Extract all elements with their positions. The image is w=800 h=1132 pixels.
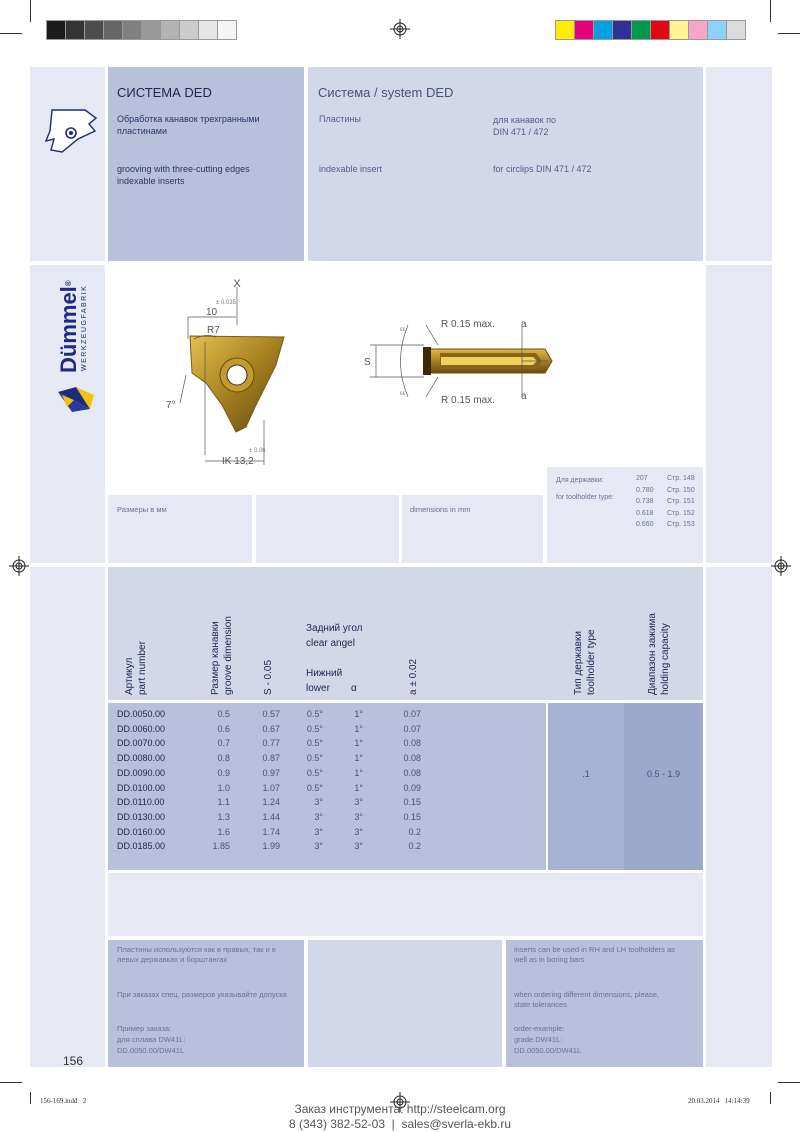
holder-type: 0.618 (636, 509, 654, 517)
dim-ik: IK 13,2 (222, 456, 254, 467)
color-swatch (218, 21, 236, 39)
print-file: 156-169.indd 2 (40, 1097, 87, 1105)
description-en: grooving with three-cutting edges indexable inserts (117, 164, 250, 186)
cell-a: 0.08 (403, 753, 421, 764)
color-swatch (651, 21, 669, 39)
holder-label-ru: Для державки: (556, 477, 604, 484)
page-left-strip (30, 567, 105, 1067)
color-swatch (727, 21, 745, 39)
cell-a: 0.2 (408, 841, 421, 852)
color-swatch (556, 21, 574, 39)
eps-top: εε (400, 327, 406, 333)
for-grooves-ru: для канавок по (493, 115, 556, 125)
holder-entry (636, 498, 706, 505)
icon-panel (30, 67, 105, 261)
dim-a-bot: a (521, 391, 527, 402)
header-clear-en: clear angel (306, 638, 355, 649)
cell-s: 0.97 (262, 767, 280, 778)
page-number: 156 (63, 1054, 84, 1068)
color-swatch (199, 21, 217, 39)
cell-groove: 1.6 (217, 826, 230, 837)
cell-groove: 1.85 (212, 841, 230, 852)
cell-a: 0.15 (403, 797, 421, 808)
header-a: a ± 0.02 (408, 658, 419, 695)
notes-ru-panel (108, 940, 304, 1067)
cell-lower: 0.5° (306, 782, 323, 793)
cell-part: DD.0070.00 (117, 738, 166, 749)
notes-empty-panel (308, 940, 502, 1067)
dim-s: S (364, 357, 371, 368)
cell-alpha: 1° (354, 753, 363, 764)
holder-page: Стр. 153 (667, 521, 695, 528)
insert-drawing (108, 265, 703, 495)
note-en-3b: grade DW41L: (514, 1035, 563, 1044)
cell-a: 0.07 (403, 723, 421, 734)
triangle-insert-icon (30, 67, 105, 261)
color-swatch (142, 21, 160, 39)
cell-groove: 1.0 (217, 782, 230, 793)
dim-10: 10 (206, 307, 218, 318)
cell-a: 0.07 (403, 709, 421, 719)
system-info-panel (308, 67, 703, 261)
holder-page: Стр. 148 (667, 475, 695, 482)
note-ru-1: Пластины используются как в правых, так и в левых державках и борштангах (117, 945, 276, 964)
holder-entry (636, 510, 706, 517)
notes-en-panel (506, 940, 703, 1067)
holder-page: Стр. 152 (667, 509, 695, 517)
print-date: 20.03.2014 14:14:39 (688, 1097, 750, 1105)
dim-tol-10: ± 0.035 (216, 300, 236, 306)
note-en-3c: DD.0050.00/DW41L (514, 1046, 582, 1055)
color-swatch (689, 21, 707, 39)
note-ru-2: При заказах спец. размеров указывайте допуска (117, 990, 287, 999)
cell-groove: 0.8 (217, 753, 230, 764)
note-en-1: inserts can be used in RH and LH toolholders as well as in boring bars (514, 945, 675, 964)
cell-alpha: 3° (354, 797, 363, 808)
holder-type: 0.780 (636, 486, 654, 494)
cell-s: 0.57 (262, 709, 280, 719)
cell-part: DD.0080.00 (117, 753, 166, 764)
header-range-ru: Диапазон зажима (647, 613, 658, 695)
cell-groove: 0.6 (217, 723, 230, 734)
cell-lower: 0.5° (306, 738, 323, 749)
brand-sub: WERKZEUGFABRIK (81, 284, 88, 371)
color-swatch (104, 21, 122, 39)
header-groove-en: groove dimension (223, 616, 234, 695)
holder-type: 0.660 (636, 521, 654, 528)
header-article-ru: Артикул (124, 657, 135, 695)
cell-s: 1.44 (262, 811, 280, 822)
cell-a: 0.08 (403, 738, 421, 749)
header-alpha: α (351, 683, 357, 694)
cell-a: 0.15 (403, 811, 421, 822)
note-ru-3a: Пример заказа: (117, 1024, 172, 1033)
header-holder-en: toolholder type (586, 629, 597, 695)
cell-lower: 0.5° (306, 709, 323, 719)
cell-alpha: 1° (354, 723, 363, 734)
plates-ru: Пластины (319, 114, 361, 124)
cell-lower: 0.5° (306, 753, 323, 764)
dims-en: dimensions in mm (410, 505, 471, 514)
system-subtitle: Система / system DED (318, 85, 454, 100)
cell-part: DD.0050.00 (117, 709, 166, 719)
radius-bot: R 0.15 max. (441, 395, 495, 406)
cell-alpha: 3° (354, 811, 363, 822)
holder-value: .1 (582, 769, 590, 779)
color-swatch (85, 21, 103, 39)
cell-part: DD.0160.00 (117, 826, 166, 837)
cell-lower: 3° (314, 811, 323, 822)
color-swatch (66, 21, 84, 39)
cell-groove: 1.3 (217, 811, 230, 822)
cell-groove: 0.9 (217, 767, 230, 778)
header-lower-en: lower (306, 683, 330, 694)
right-strip-mid (706, 265, 772, 563)
cell-part: DD.0100.00 (117, 782, 166, 793)
right-strip-bottom (706, 567, 772, 1067)
description-ru: Обработка канавок трехгранными пластинами (117, 114, 260, 136)
note-en-2: when ordering different dimensions, please, state tolerances (514, 990, 659, 1009)
cell-alpha: 1° (354, 709, 363, 719)
note-en-3a: order-example: (514, 1024, 565, 1033)
cell-a: 0.2 (408, 826, 421, 837)
color-swatch (594, 21, 612, 39)
brand-logo-icon (56, 385, 96, 415)
system-title-panel (108, 67, 304, 261)
din-ru: DIN 471 / 472 (493, 127, 549, 137)
cell-lower: 3° (314, 826, 323, 837)
header-range-en: holding capacity (660, 623, 671, 695)
dim-angle-7: 7° (166, 400, 176, 411)
cell-s: 1.24 (262, 797, 280, 808)
holder-label-en: for toolholder type: (556, 494, 614, 501)
dims-en-panel (402, 495, 543, 563)
holder-entry (636, 521, 706, 528)
holder-entry (636, 487, 706, 494)
cell-part: DD.0110.00 (117, 797, 165, 808)
holder-page: Стр. 151 (667, 498, 695, 505)
holder-type: 207 (636, 475, 648, 482)
header-lower-ru: Нижний (306, 668, 343, 679)
header-article-en: part number (137, 641, 148, 695)
color-swatch (670, 21, 688, 39)
dims-ru: Размеры в мм (117, 505, 167, 514)
note-ru-3c: DD.0050.00/DW41L (117, 1046, 185, 1055)
cell-s: 1.07 (262, 782, 280, 793)
cell-part: DD.0130.00 (117, 811, 166, 822)
header-holder-ru: Тип державки (573, 631, 584, 695)
brand-name: Dümmel® (56, 280, 81, 373)
color-swatch (161, 21, 179, 39)
holder-type: 0.738 (636, 498, 654, 505)
color-swatch (632, 21, 650, 39)
cell-s: 0.67 (262, 723, 280, 734)
header-s: S - 0.05 (263, 659, 274, 695)
color-swatch (123, 21, 141, 39)
color-swatch (575, 21, 593, 39)
header-groove-ru: Размер канавки (210, 621, 221, 695)
holder-page: Стр. 150 (667, 486, 695, 494)
cell-alpha: 3° (354, 826, 363, 837)
color-swatch (613, 21, 631, 39)
cell-a: 0.08 (403, 767, 421, 778)
cell-alpha: 1° (354, 767, 363, 778)
holder-column (548, 703, 624, 870)
color-swatch (180, 21, 198, 39)
cell-lower: 0.5° (306, 723, 323, 734)
cell-groove: 0.7 (217, 738, 230, 749)
footer-order-link[interactable]: Заказ инструмента: http://steelcam.org (294, 1102, 506, 1116)
cell-part: DD.0060.00 (117, 723, 166, 734)
cell-part: DD.0090.00 (117, 767, 166, 778)
dim-a-top: a (521, 319, 527, 330)
dim-tol-ik: ± 0.06 (249, 448, 266, 454)
brand-panel (30, 265, 105, 563)
cell-lower: 0.5° (306, 767, 323, 778)
for-grooves-en: for circlips DIN 471 / 472 (493, 164, 592, 174)
holder-panel (547, 467, 703, 563)
dim-x: X (233, 278, 241, 290)
cell-a: 0.09 (403, 782, 421, 793)
dims-empty-panel (256, 495, 399, 563)
radius-top: R 0.15 max. (441, 319, 495, 330)
cell-s: 1.99 (262, 841, 280, 852)
cell-lower: 3° (314, 841, 323, 852)
eps-bot: εε (400, 391, 406, 397)
cell-groove: 1.1 (217, 797, 230, 808)
cell-alpha: 3° (354, 841, 363, 852)
holder-entry (636, 475, 706, 482)
color-swatch (47, 21, 65, 39)
table-header (108, 567, 703, 700)
cell-s: 0.77 (262, 738, 280, 749)
note-ru-3b: для сплава DW41L: (117, 1035, 186, 1044)
plates-en: indexable insert (319, 164, 383, 174)
color-swatch (708, 21, 726, 39)
cell-part: DD.0185.00 (117, 841, 166, 852)
cell-alpha: 1° (354, 782, 363, 793)
right-strip-top (706, 67, 772, 261)
range-column (624, 703, 703, 870)
cell-alpha: 1° (354, 738, 363, 749)
cell-s: 1.74 (262, 826, 280, 837)
spacer-panel (108, 873, 703, 936)
cell-lower: 3° (314, 797, 323, 808)
range-value: 0.5 - 1.9 (646, 769, 681, 779)
footer-contacts[interactable]: 8 (343) 382-52-03 | sales@sverla-ekb.ru (288, 1117, 512, 1131)
system-title: СИСТЕМА DED (117, 85, 212, 100)
header-clear-ru: Задний угол (306, 623, 363, 634)
cell-s: 0.87 (262, 753, 280, 764)
dims-ru-panel (108, 495, 252, 563)
cell-groove: 0.5 (217, 709, 230, 719)
dim-r7: R7 (207, 325, 220, 336)
